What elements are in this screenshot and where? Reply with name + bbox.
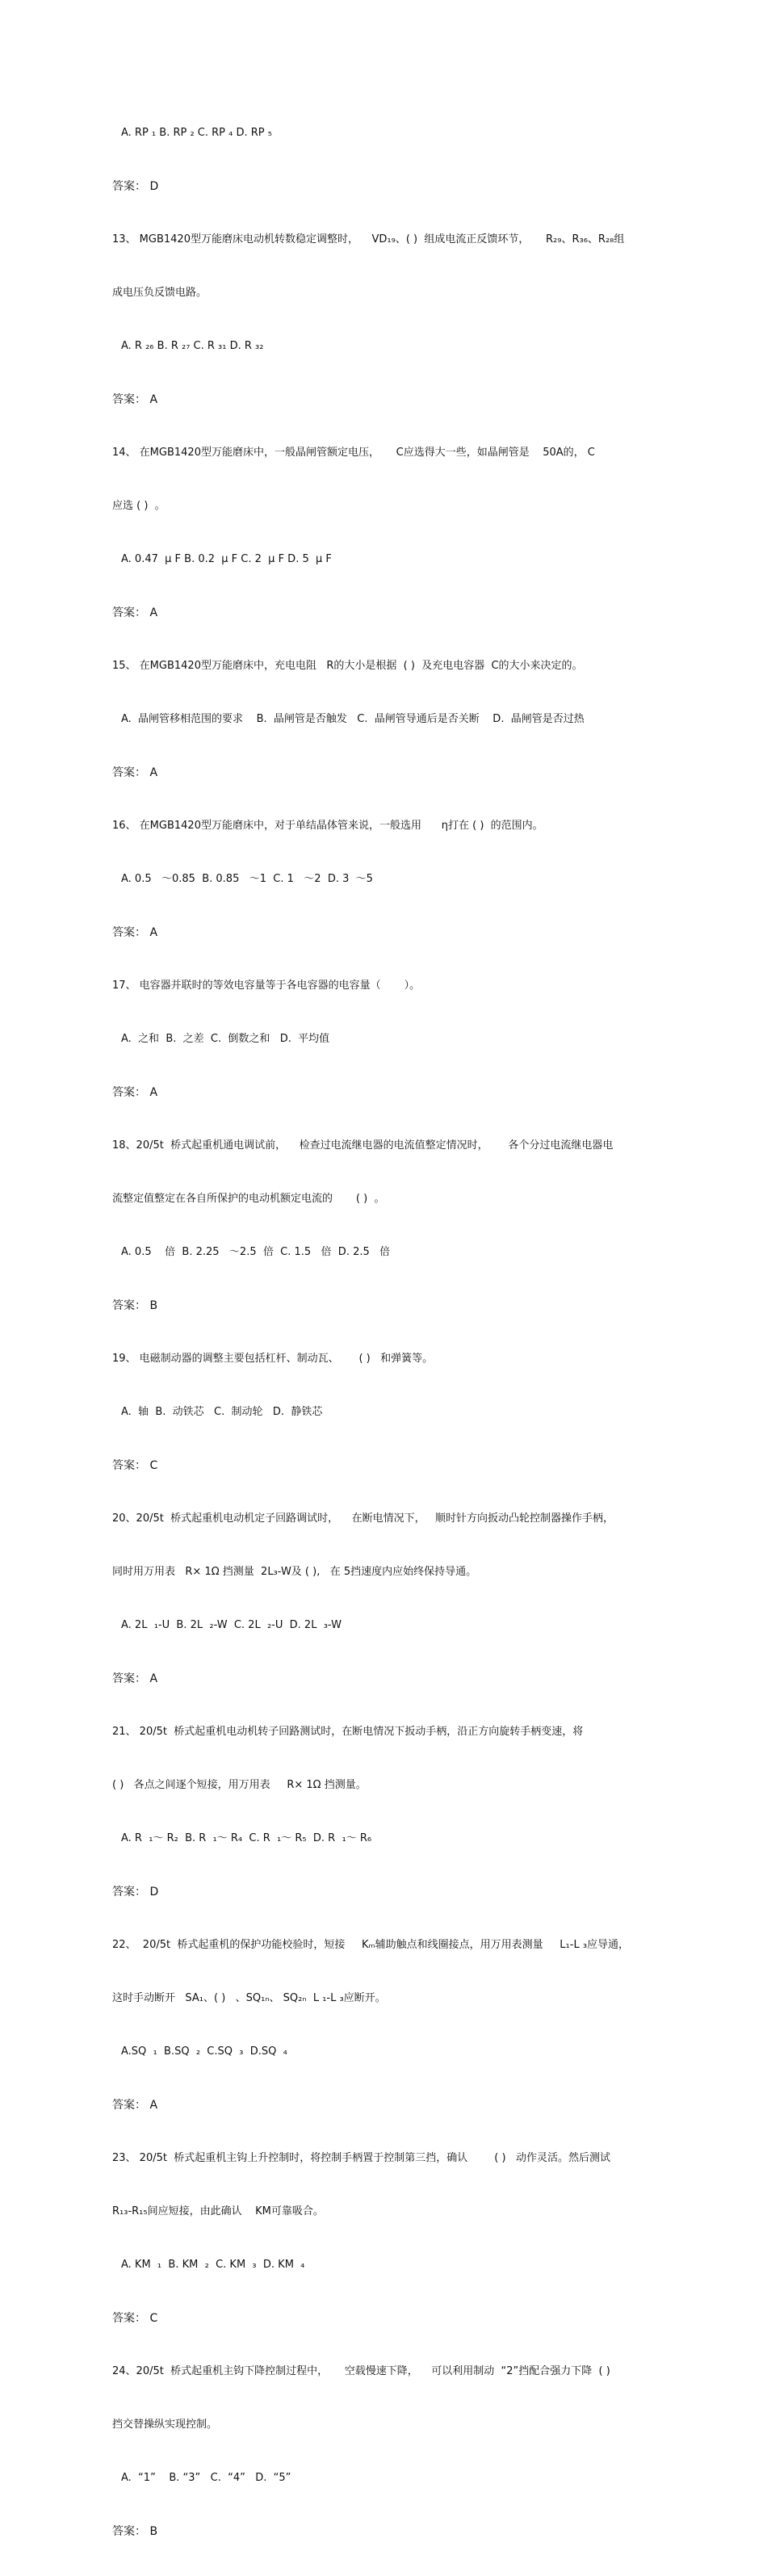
option-line: A. RP ₁ B. RP ₂ C. RP ₄ D. RP ₅	[121, 127, 272, 139]
answer-line: 答案： B	[112, 2525, 158, 2538]
answer-line: 答案： A	[112, 766, 158, 779]
answer-line: 答案： C	[112, 2312, 158, 2325]
question-line: R₁₃-R₁₅间应短接，由此确认 KM可靠吸合。	[112, 2205, 324, 2217]
question-line: 20、20/5t 桥式起重机电动机定子回路调试时， 在断电情况下， 顺时针方向扳动凸轮控制器操作手柄，	[112, 1512, 614, 1525]
option-line: A. R ₂₆ B. R ₂₇ C. R ₃₁ D. R ₃₂	[121, 340, 264, 352]
option-line: A. “1” B. “3” C. “4” D. “5”	[121, 2472, 291, 2484]
answer-line: 答案： D	[112, 1886, 159, 1898]
option-line: A. 0.5 ～0.85 B. 0.85 ～1 C. 1 ～2 D. 3 ～5	[121, 873, 373, 885]
question-line: 17、 电容器并联时的等效电容量等于各电容器的电容量（ ）。	[112, 980, 421, 992]
question-line: 同时用万用表 R× 1Ω 挡测量 2L₃-W及 ( ), 在 5挡速度内应始终保持导通。	[112, 1566, 477, 1578]
question-line: 16、 在MGB1420型万能磨床中，对于单结晶体管来说，一般选用 η打在 ( ) 的范围内。	[112, 820, 543, 832]
option-line: A. 轴 B. 动铁芯 C. 制动轮 D. 静铁芯	[121, 1406, 323, 1418]
question-line: 15、 在MGB1420型万能磨床中，充电电阻 R的大小是根据 ( ) 及充电电容器 C的大小来决定的。	[112, 660, 583, 672]
option-line: A. 0.47 μ F B. 0.2 μ F C. 2 μ F D. 5 μ F	[121, 553, 332, 565]
option-line: A. KM ₁ B. KM ₂ C. KM ₃ D. KM ₄	[121, 2259, 305, 2271]
option-line: A. R ₁～ R₂ B. R ₁～ R₄ C. R ₁～ R₅ D. R ₁～ R₆	[121, 1832, 372, 1844]
answer-line: 答案： B	[112, 1299, 158, 1312]
question-line: 挡交替操纵实现控制。	[112, 2419, 218, 2431]
answer-line: 答案： A	[112, 1086, 158, 1099]
answer-line: 答案： A	[112, 606, 158, 619]
question-line: 成电压负反馈电路。	[112, 287, 207, 299]
question-line: 14、 在MGB1420型万能磨床中，一般晶闸管额定电压， C应选得大一些，如晶闸管是 50A的， C	[112, 447, 595, 459]
option-line: A. 2L ₁-U B. 2L ₂-W C. 2L ₂-U D. 2L ₃-W	[121, 1619, 342, 1631]
question-line: 21、 20/5t 桥式起重机电动机转子回路测试时，在断电情况下扳动手柄，沿正方向旋转手柄变速，将	[112, 1726, 584, 1738]
question-line: 18、20/5t 桥式起重机通电调试前， 检查过电流继电器的电流值整定情况时， 各个分过电流继电器电	[112, 1139, 614, 1152]
question-line: ( ) 各点之间逐个短接，用万用表 R× 1Ω 挡测量。	[112, 1779, 367, 1791]
answer-line: 答案： A	[112, 926, 158, 939]
answer-line: 答案： D	[112, 180, 159, 193]
question-line: 流整定值整定在各自所保护的电动机额定电流的 ( ) 。	[112, 1193, 385, 1205]
question-line: 22、 20/5t 桥式起重机的保护功能校验时，短接 Kₘ辅助触点和线圈接点，用万用表测量 L₁-L ₃应导通，	[112, 1939, 630, 1951]
question-line: 24、20/5t 桥式起重机主钩下降控制过程中， 空载慢速下降， 可以利用制动 “2”挡配合强力下降 ( )	[112, 2365, 610, 2377]
option-line: A.SQ ₁ B.SQ ₂ C.SQ ₃ D.SQ ₄	[121, 2045, 287, 2058]
answer-line: 答案： C	[112, 1459, 158, 1472]
question-line: 19、 电磁制动器的调整主要包括杠杆、制动瓦、 ( ) 和弹簧等。	[112, 1353, 434, 1365]
question-line: 13、 MGB1420型万能磨床电动机转数稳定调整时， VD₁₉、( ) 组成电流正反馈环节， R₂₉、R₃₆、R₂₈组	[112, 233, 625, 245]
question-line: 应选 ( ) 。	[112, 500, 166, 512]
option-line: A. 之和 B. 之差 C. 倒数之和 D. 平均值	[121, 1033, 330, 1045]
question-list	[112, 89, 661, 2576]
answer-line: 答案： A	[112, 393, 158, 406]
option-line: A. 晶闸管移相范围的要求 B. 晶闸管是否触发 C. 晶闸管导通后是否关断 D. 晶闸管是否过热	[121, 713, 585, 725]
answer-line: 答案： A	[112, 1672, 158, 1685]
question-line: 23、 20/5t 桥式起重机主钩上升控制时，将控制手柄置于控制第三挡，确认 ( ) 动作灵活。然后测试	[112, 2152, 610, 2164]
option-line: A. 0.5 倍 B. 2.25 ～2.5 倍 C. 1.5 倍 D. 2.5 倍	[121, 1246, 391, 1258]
answer-line: 答案： A	[112, 2099, 158, 2112]
question-line: 这时手动断开 SA₁、( ) 、SQ₁ₙ、 SQ₂ₙ L ₁-L ₃应断开。	[112, 1992, 386, 2004]
